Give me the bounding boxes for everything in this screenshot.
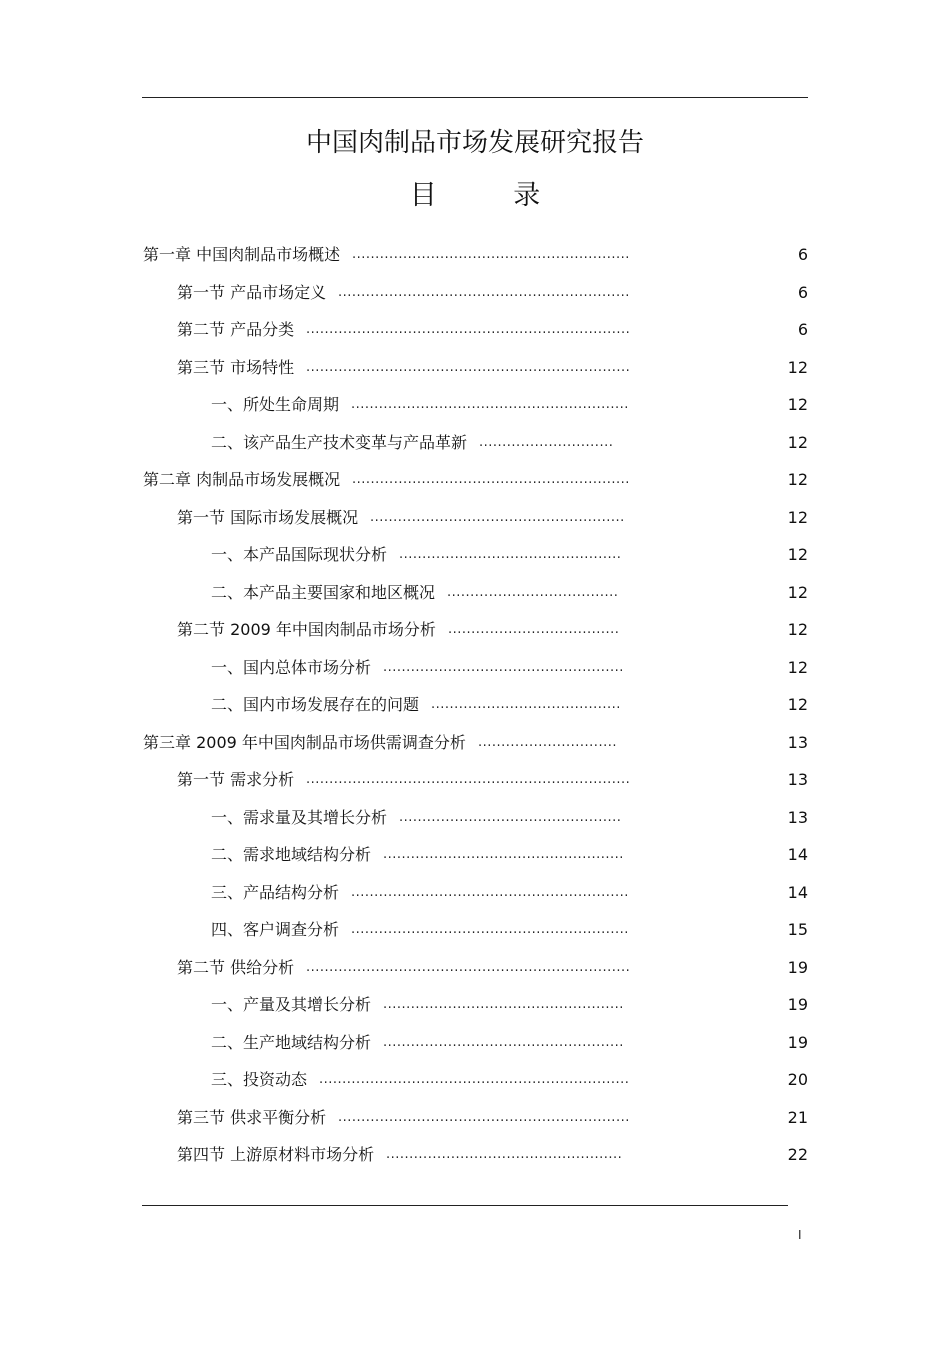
- toc-leader-dots: ...............................................................: [338, 285, 630, 300]
- toc-entry-page: 12: [787, 508, 808, 527]
- toc-entry[interactable]: [143, 731, 808, 755]
- toc-entry-page: 19: [787, 958, 808, 977]
- toc-entry-page: 6: [797, 245, 808, 264]
- toc-entry-label: 第三节 市场特性: [177, 358, 295, 377]
- toc-heading: 目 录: [409, 180, 575, 211]
- toc-entry[interactable]: [211, 543, 808, 567]
- toc-leader-dots: ................................................: [399, 810, 622, 825]
- toc-entry-label: 三、产品结构分析: [211, 883, 340, 902]
- toc-entry[interactable]: [211, 393, 808, 417]
- toc-leader-dots: ......................................................................: [306, 360, 631, 375]
- toc-entry-page: 13: [787, 808, 808, 827]
- toc-entry-page: 12: [787, 433, 808, 452]
- toc-entry-label: 四、客户调查分析: [211, 920, 340, 939]
- toc-entry-page: 14: [787, 845, 808, 864]
- toc-entry[interactable]: [211, 806, 808, 830]
- toc-entry[interactable]: [143, 468, 808, 492]
- toc-entry-label: 二、本产品主要国家和地区概况: [211, 583, 436, 602]
- toc-entry-label: 第二节 产品分类: [177, 320, 295, 339]
- toc-entry-label: 一、国内总体市场分析: [211, 658, 372, 677]
- toc-entry-page: 6: [797, 320, 808, 339]
- toc-entry[interactable]: [211, 431, 808, 455]
- toc-entry-label: 一、需求量及其增长分析: [211, 808, 388, 827]
- toc-entry-page: 12: [787, 545, 808, 564]
- toc-leader-dots: ....................................................: [383, 660, 624, 675]
- toc-entry-page: 22: [787, 1145, 808, 1164]
- toc-leader-dots: .....................................: [447, 585, 619, 600]
- toc-entry[interactable]: [211, 881, 808, 905]
- toc-leader-dots: ......................................................................: [306, 322, 631, 337]
- toc-entry-page: 12: [787, 470, 808, 489]
- toc-entry-page: 15: [787, 920, 808, 939]
- toc-entry-label: 第一章 中国肉制品市场概述: [143, 245, 341, 264]
- toc-entry[interactable]: [177, 1106, 808, 1130]
- toc-entry-label: 第三章 2009 年中国肉制品市场供需调查分析: [143, 733, 466, 752]
- toc-leader-dots: ......................................................................: [306, 772, 631, 787]
- toc-entry[interactable]: [211, 581, 808, 605]
- toc-leader-dots: ............................................................: [351, 885, 629, 900]
- toc-entry-page: 12: [787, 620, 808, 639]
- toc-entry-label: 第一节 国际市场发展概况: [177, 508, 359, 527]
- toc-leader-dots: ............................................................: [351, 397, 629, 412]
- toc-entry-page: 13: [787, 770, 808, 789]
- toc-entry-page: 12: [787, 583, 808, 602]
- toc-entry[interactable]: [211, 693, 808, 717]
- toc-entry-label: 第一节 需求分析: [177, 770, 295, 789]
- toc-entry[interactable]: [177, 956, 808, 980]
- toc-entry-label: 三、投资动态: [211, 1070, 308, 1089]
- toc-entry-page: 12: [787, 358, 808, 377]
- toc-entry-page: 19: [787, 1033, 808, 1052]
- toc-entry[interactable]: [177, 281, 808, 305]
- toc-leader-dots: .......................................................: [370, 510, 625, 525]
- toc-leader-dots: ......................................................................: [306, 960, 631, 975]
- toc-entry-label: 二、该产品生产技术变革与产品革新: [211, 433, 468, 452]
- toc-entry-page: 21: [787, 1108, 808, 1127]
- toc-leader-dots: ..............................: [478, 735, 617, 750]
- toc-entry[interactable]: [143, 243, 808, 267]
- toc-entry[interactable]: [177, 768, 808, 792]
- toc-entry[interactable]: [211, 993, 808, 1017]
- toc-entry-page: 12: [787, 395, 808, 414]
- toc-leader-dots: ....................................................: [383, 1035, 624, 1050]
- page-number: I: [798, 1228, 802, 1242]
- toc-entry-page: 19: [787, 995, 808, 1014]
- toc-leader-dots: ............................................................: [351, 922, 629, 937]
- toc-entry[interactable]: [211, 843, 808, 867]
- toc-leader-dots: ...................................................................: [319, 1072, 630, 1087]
- toc-entry-page: 13: [787, 733, 808, 752]
- toc-entry-label: 第一节 产品市场定义: [177, 283, 327, 302]
- toc-entry[interactable]: [177, 1143, 808, 1167]
- header-rule: [142, 97, 808, 98]
- toc-leader-dots: ...............................................................: [338, 1110, 630, 1125]
- toc-entry[interactable]: [177, 356, 808, 380]
- toc-entry-page: 12: [787, 658, 808, 677]
- toc-leader-dots: ...................................................: [386, 1147, 623, 1162]
- document-title: 中国肉制品市场发展研究报告: [305, 128, 644, 158]
- toc-entry[interactable]: [211, 1068, 808, 1092]
- toc-entry-label: 二、需求地域结构分析: [211, 845, 372, 864]
- toc-entry-label: 第二节 供给分析: [177, 958, 295, 977]
- toc-entry-page: 14: [787, 883, 808, 902]
- toc-leader-dots: .....................................: [448, 622, 620, 637]
- toc-entry-page: 6: [797, 283, 808, 302]
- toc-leader-dots: ................................................: [399, 547, 622, 562]
- toc-entry-label: 一、本产品国际现状分析: [211, 545, 388, 564]
- toc-entry-label: 第二章 肉制品市场发展概况: [143, 470, 341, 489]
- toc-leader-dots: ............................................................: [352, 472, 630, 487]
- toc-entry-label: 第三节 供求平衡分析: [177, 1108, 327, 1127]
- toc-entry-label: 一、产量及其增长分析: [211, 995, 372, 1014]
- toc-entry-label: 二、生产地域结构分析: [211, 1033, 372, 1052]
- footer-rule: [142, 1205, 788, 1206]
- toc-entry-label: 第四节 上游原材料市场分析: [177, 1145, 375, 1164]
- toc-entry-label: 二、国内市场发展存在的问题: [211, 695, 420, 714]
- toc-leader-dots: .............................: [479, 435, 614, 450]
- toc-entry[interactable]: [211, 918, 808, 942]
- toc-entry[interactable]: [177, 318, 808, 342]
- toc-entry-label: 一、所处生命周期: [211, 395, 340, 414]
- toc-entry[interactable]: [211, 656, 808, 680]
- toc-entry[interactable]: [211, 1031, 808, 1055]
- toc-leader-dots: .........................................: [431, 697, 621, 712]
- toc-leader-dots: ....................................................: [383, 847, 624, 862]
- toc-leader-dots: ....................................................: [383, 997, 624, 1012]
- toc-entry[interactable]: [177, 618, 808, 642]
- toc-entry-label: 第二节 2009 年中国肉制品市场分析: [177, 620, 436, 639]
- toc-leader-dots: ............................................................: [352, 247, 630, 262]
- toc-entry-page: 12: [787, 695, 808, 714]
- toc-entry[interactable]: [177, 506, 808, 530]
- toc-entry-page: 20: [787, 1070, 808, 1089]
